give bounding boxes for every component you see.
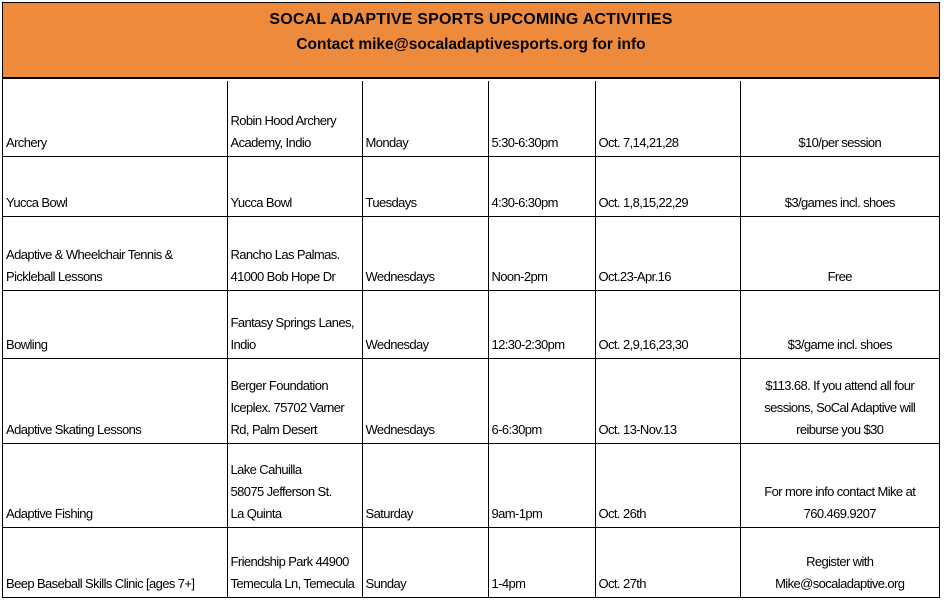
- day-cell: [362, 216, 488, 290]
- activities-sheet: [2, 2, 940, 598]
- dates-cell-text: Oct. 13-Nov.13: [598, 421, 677, 437]
- activity-cell-text: Yucca Bowl: [6, 194, 68, 210]
- page-title: SOCAL ADAPTIVE SPORTS UPCOMING ACTIVITIES: [269, 11, 673, 28]
- table-row: [3, 358, 939, 443]
- day-cell: [362, 156, 488, 216]
- time-cell-text: 12:30-2:30pm: [491, 336, 565, 352]
- price-cell: [740, 81, 939, 156]
- time-cell-text: 9am-1pm: [491, 505, 543, 521]
- activity-cell: [3, 216, 227, 290]
- table-row: [3, 156, 939, 216]
- day-cell: [362, 443, 488, 527]
- location-cell: [227, 156, 362, 216]
- dates-cell-text: Oct. 27th: [598, 575, 646, 591]
- day-cell-text: Wednesdays: [365, 421, 435, 437]
- price-cell: [740, 527, 939, 597]
- day-cell-text: Wednesday: [365, 336, 429, 352]
- table-row: [3, 527, 939, 597]
- activity-cell-text: Beep Baseball Skills Clinic [ages 7+]: [6, 575, 195, 591]
- day-cell-text: Sunday: [365, 575, 406, 591]
- price-cell-text: For more info contact Mike at 760.469.9207: [764, 483, 916, 521]
- activity-cell: [3, 443, 227, 527]
- dates-cell: [595, 216, 740, 290]
- table-row: [3, 290, 939, 358]
- activity-cell: [3, 290, 227, 358]
- day-cell-text: Tuesdays: [365, 194, 417, 210]
- price-cell-text: Register with Mike@socaladaptive.org: [775, 553, 905, 591]
- dates-cell-text: Oct. 7,14,21,28: [598, 134, 679, 150]
- time-cell: [488, 443, 595, 527]
- day-cell-text: Wednesdays: [365, 268, 435, 284]
- time-cell-text: 6-6:30pm: [491, 421, 542, 437]
- activity-cell-text: Adaptive Fishing: [6, 505, 93, 521]
- activity-cell-text: Archery: [6, 134, 47, 150]
- time-cell: [488, 358, 595, 443]
- day-cell-text: Saturday: [365, 505, 413, 521]
- price-cell: [740, 156, 939, 216]
- time-cell-text: 4:30-6:30pm: [491, 194, 558, 210]
- day-cell: [362, 81, 488, 156]
- location-cell-text: Robin Hood Archery Academy, Indio: [230, 112, 337, 150]
- dates-cell-text: Oct. 26th: [598, 505, 646, 521]
- day-cell: [362, 527, 488, 597]
- dates-cell: [595, 527, 740, 597]
- time-cell: [488, 81, 595, 156]
- activities-table: [3, 81, 939, 598]
- price-cell-text: $10/per session: [798, 134, 882, 150]
- location-cell-text: Fantasy Springs Lanes, Indio: [230, 314, 354, 352]
- day-cell: [362, 290, 488, 358]
- location-cell-text: Yucca Bowl: [230, 194, 292, 210]
- dates-cell: [595, 290, 740, 358]
- activity-cell: [3, 81, 227, 156]
- activity-cell: [3, 527, 227, 597]
- time-cell: [488, 156, 595, 216]
- table-row: [3, 443, 939, 527]
- time-cell: [488, 527, 595, 597]
- activity-cell-text: Adaptive & Wheelchair Tennis & Pickleball Lessons: [6, 246, 173, 284]
- dates-cell-text: Oct. 2,9,16,23,30: [598, 336, 689, 352]
- location-cell: [227, 81, 362, 156]
- location-cell: [227, 290, 362, 358]
- contact-line: Contact mike@socaladaptivesports.org for info: [296, 36, 646, 53]
- price-cell-text: $3/game incl. shoes: [787, 336, 892, 352]
- dates-cell: [595, 358, 740, 443]
- activity-cell-text: Bowling: [6, 336, 48, 352]
- price-cell: [740, 290, 939, 358]
- price-cell: [740, 216, 939, 290]
- time-cell-text: 1-4pm: [491, 575, 526, 591]
- price-cell-text: $113.68. If you attend all four sessions, SoCal Adaptive will reiburse you $30: [764, 377, 916, 437]
- location-cell: [227, 216, 362, 290]
- price-cell: [740, 358, 939, 443]
- dates-cell: [595, 156, 740, 216]
- location-cell: [227, 443, 362, 527]
- location-cell-text: Rancho Las Palmas. 41000 Bob Hope Dr: [230, 246, 340, 284]
- dates-cell-text: Oct. 1,8,15,22,29: [598, 194, 689, 210]
- dates-cell: [595, 81, 740, 156]
- header-banner: [3, 3, 939, 79]
- location-cell: [227, 358, 362, 443]
- dates-cell-text: Oct.23-Apr.16: [598, 268, 671, 284]
- time-cell-text: 5:30-6:30pm: [491, 134, 558, 150]
- activity-cell: [3, 358, 227, 443]
- price-cell-text: $3/games incl. shoes: [784, 194, 895, 210]
- dates-cell: [595, 443, 740, 527]
- time-cell-text: Noon-2pm: [491, 268, 548, 284]
- price-cell: [740, 443, 939, 527]
- time-cell: [488, 290, 595, 358]
- location-cell: [227, 527, 362, 597]
- table-row: [3, 216, 939, 290]
- location-cell-text: Friendship Park 44900 Temecula Ln, Temecula: [230, 553, 355, 591]
- price-cell-text: Free: [827, 268, 852, 284]
- day-cell: [362, 358, 488, 443]
- table-row: [3, 81, 939, 156]
- location-cell-text: Berger Foundation Iceplex. 75702 Varner Rd, Palm Desert: [230, 377, 345, 437]
- activity-cell-text: Adaptive Skating Lessons: [6, 421, 142, 437]
- activity-cell: [3, 156, 227, 216]
- location-cell-text: Lake Cahuilla 58075 Jefferson St. La Quinta: [230, 461, 332, 521]
- day-cell-text: Monday: [365, 134, 409, 150]
- time-cell: [488, 216, 595, 290]
